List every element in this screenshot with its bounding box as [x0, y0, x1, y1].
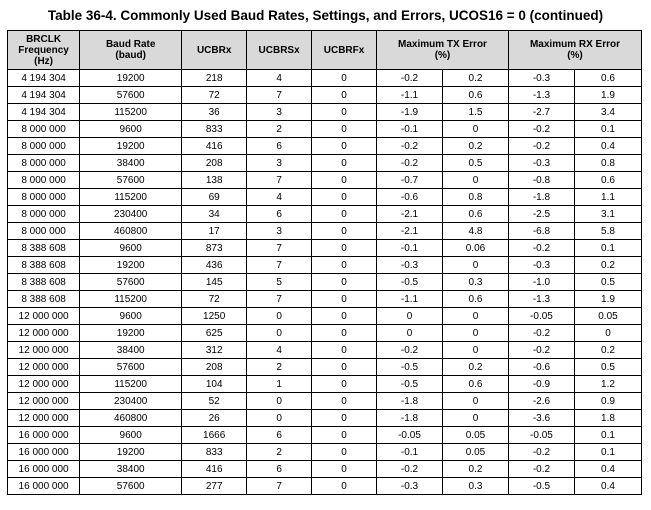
- cell-tx-error-min: -0.3: [377, 257, 443, 274]
- cell-rx-error-min: -0.2: [508, 325, 574, 342]
- cell-rx-error-min: -0.9: [508, 376, 574, 393]
- cell-tx-error-max: 0: [442, 308, 508, 325]
- cell-rx-error-min: -0.2: [508, 138, 574, 155]
- cell-rx-error-max: 1.8: [574, 410, 641, 427]
- cell-rx-error-max: 1.1: [574, 189, 641, 206]
- cell-tx-error-max: 0.6: [442, 87, 508, 104]
- cell-rx-error-max: 0.1: [574, 427, 641, 444]
- cell-ucbrx: 69: [182, 189, 247, 206]
- cell-tx-error-min: -1.1: [377, 291, 443, 308]
- cell-brclk: 8 000 000: [8, 206, 80, 223]
- cell-rx-error-min: -0.2: [508, 342, 574, 359]
- cell-tx-error-max: 0.6: [442, 376, 508, 393]
- cell-baud-rate: 9600: [80, 308, 182, 325]
- cell-ucbrsx: 7: [247, 87, 312, 104]
- table-row: [8, 478, 642, 495]
- cell-ucbrsx: 7: [247, 478, 312, 495]
- cell-brclk: 12 000 000: [8, 325, 80, 342]
- cell-ucbrfx: 0: [312, 478, 377, 495]
- cell-ucbrsx: 0: [247, 393, 312, 410]
- cell-ucbrsx: 3: [247, 155, 312, 172]
- cell-ucbrx: 416: [182, 461, 247, 478]
- cell-ucbrsx: 6: [247, 138, 312, 155]
- cell-tx-error-max: 0: [442, 410, 508, 427]
- cell-rx-error-min: -0.2: [508, 444, 574, 461]
- table-row: [8, 461, 642, 478]
- cell-baud-rate: 115200: [80, 104, 182, 121]
- cell-baud-rate: 57600: [80, 87, 182, 104]
- cell-brclk: 8 388 608: [8, 240, 80, 257]
- cell-ucbrsx: 7: [247, 291, 312, 308]
- cell-ucbrsx: 7: [247, 240, 312, 257]
- table-row: [8, 291, 642, 308]
- cell-rx-error-max: 0.1: [574, 121, 641, 138]
- cell-brclk: 8 000 000: [8, 121, 80, 138]
- cell-baud-rate: 38400: [80, 342, 182, 359]
- cell-brclk: 8 388 608: [8, 274, 80, 291]
- cell-rx-error-min: -1.3: [508, 291, 574, 308]
- header-ucbrsx: UCBRSx: [247, 31, 312, 70]
- cell-tx-error-max: 0: [442, 342, 508, 359]
- cell-brclk: 12 000 000: [8, 342, 80, 359]
- cell-tx-error-min: -0.2: [377, 155, 443, 172]
- cell-rx-error-min: -1.3: [508, 87, 574, 104]
- cell-ucbrx: 277: [182, 478, 247, 495]
- cell-brclk: 8 000 000: [8, 189, 80, 206]
- cell-ucbrsx: 2: [247, 444, 312, 461]
- cell-ucbrfx: 0: [312, 427, 377, 444]
- cell-rx-error-max: 0.5: [574, 359, 641, 376]
- cell-rx-error-max: 0.1: [574, 240, 641, 257]
- cell-rx-error-max: 1.9: [574, 291, 641, 308]
- cell-ucbrx: 873: [182, 240, 247, 257]
- cell-rx-error-min: -0.6: [508, 359, 574, 376]
- cell-brclk: 12 000 000: [8, 359, 80, 376]
- cell-tx-error-max: 0.2: [442, 359, 508, 376]
- cell-rx-error-min: -0.2: [508, 121, 574, 138]
- cell-ucbrx: 1666: [182, 427, 247, 444]
- table-body: [8, 70, 642, 495]
- table-row: [8, 410, 642, 427]
- cell-baud-rate: 9600: [80, 121, 182, 138]
- table-title: Table 36-4. Commonly Used Baud Rates, Settings, and Errors, UCOS16 = 0 (continued): [47, 8, 604, 23]
- cell-tx-error-max: 0.6: [442, 206, 508, 223]
- table-header-row: [8, 31, 642, 70]
- cell-ucbrx: 1250: [182, 308, 247, 325]
- cell-tx-error-min: -0.05: [377, 427, 443, 444]
- table-row: [8, 376, 642, 393]
- cell-rx-error-max: 3.4: [574, 104, 641, 121]
- cell-ucbrfx: 0: [312, 172, 377, 189]
- cell-tx-error-min: -0.5: [377, 274, 443, 291]
- cell-baud-rate: 115200: [80, 291, 182, 308]
- header-ucbrx: UCBRx: [182, 31, 247, 70]
- cell-tx-error-min: -0.5: [377, 359, 443, 376]
- cell-tx-error-max: 0.05: [442, 427, 508, 444]
- cell-tx-error-max: 0.2: [442, 70, 508, 87]
- cell-ucbrfx: 0: [312, 240, 377, 257]
- cell-rx-error-max: 0.1: [574, 444, 641, 461]
- cell-ucbrx: 145: [182, 274, 247, 291]
- header-ucbrfx: UCBRFx: [312, 31, 377, 70]
- cell-ucbrfx: 0: [312, 308, 377, 325]
- cell-tx-error-min: -1.1: [377, 87, 443, 104]
- cell-rx-error-min: -0.3: [508, 155, 574, 172]
- cell-ucbrsx: 7: [247, 172, 312, 189]
- cell-tx-error-min: -0.1: [377, 444, 443, 461]
- cell-rx-error-min: -0.05: [508, 308, 574, 325]
- cell-rx-error-max: 0.6: [574, 172, 641, 189]
- cell-rx-error-min: -1.8: [508, 189, 574, 206]
- cell-ucbrfx: 0: [312, 189, 377, 206]
- table-row: [8, 359, 642, 376]
- cell-ucbrsx: 0: [247, 410, 312, 427]
- cell-brclk: 12 000 000: [8, 376, 80, 393]
- cell-ucbrx: 208: [182, 359, 247, 376]
- cell-baud-rate: 57600: [80, 172, 182, 189]
- cell-ucbrx: 833: [182, 444, 247, 461]
- cell-ucbrfx: 0: [312, 155, 377, 172]
- cell-brclk: 8 000 000: [8, 172, 80, 189]
- cell-ucbrx: 436: [182, 257, 247, 274]
- cell-ucbrfx: 0: [312, 257, 377, 274]
- cell-tx-error-max: 0: [442, 325, 508, 342]
- cell-baud-rate: 19200: [80, 138, 182, 155]
- table-row: [8, 444, 642, 461]
- cell-baud-rate: 57600: [80, 274, 182, 291]
- table-row: [8, 172, 642, 189]
- cell-tx-error-max: 0.8: [442, 189, 508, 206]
- cell-rx-error-min: -2.5: [508, 206, 574, 223]
- cell-tx-error-min: -1.8: [377, 393, 443, 410]
- cell-rx-error-max: 1.2: [574, 376, 641, 393]
- cell-ucbrx: 72: [182, 291, 247, 308]
- cell-rx-error-max: 0.4: [574, 461, 641, 478]
- cell-ucbrx: 26: [182, 410, 247, 427]
- table-row: [8, 138, 642, 155]
- cell-tx-error-min: -2.1: [377, 206, 443, 223]
- cell-ucbrsx: 5: [247, 274, 312, 291]
- cell-ucbrx: 218: [182, 70, 247, 87]
- cell-tx-error-max: 0: [442, 257, 508, 274]
- cell-rx-error-min: -0.2: [508, 461, 574, 478]
- cell-tx-error-max: 0.5: [442, 155, 508, 172]
- cell-rx-error-max: 5.8: [574, 223, 641, 240]
- cell-rx-error-max: 0.6: [574, 70, 641, 87]
- cell-baud-rate: 115200: [80, 189, 182, 206]
- cell-brclk: 4 194 304: [8, 87, 80, 104]
- cell-brclk: 16 000 000: [8, 461, 80, 478]
- cell-tx-error-min: -0.7: [377, 172, 443, 189]
- cell-ucbrfx: 0: [312, 359, 377, 376]
- cell-ucbrfx: 0: [312, 291, 377, 308]
- cell-ucbrx: 416: [182, 138, 247, 155]
- cell-tx-error-max: 0: [442, 121, 508, 138]
- table-row: [8, 155, 642, 172]
- cell-brclk: 12 000 000: [8, 393, 80, 410]
- cell-rx-error-max: 0: [574, 325, 641, 342]
- cell-tx-error-min: -0.6: [377, 189, 443, 206]
- cell-baud-rate: 57600: [80, 478, 182, 495]
- table-row: [8, 121, 642, 138]
- cell-ucbrsx: 2: [247, 359, 312, 376]
- cell-ucbrx: 833: [182, 121, 247, 138]
- cell-baud-rate: 230400: [80, 206, 182, 223]
- cell-ucbrfx: 0: [312, 376, 377, 393]
- table-row: [8, 223, 642, 240]
- cell-tx-error-min: -0.5: [377, 376, 443, 393]
- cell-baud-rate: 19200: [80, 257, 182, 274]
- cell-ucbrfx: 0: [312, 325, 377, 342]
- table-row: [8, 325, 642, 342]
- cell-ucbrfx: 0: [312, 70, 377, 87]
- table-row: [8, 308, 642, 325]
- cell-ucbrx: 104: [182, 376, 247, 393]
- cell-baud-rate: 57600: [80, 359, 182, 376]
- cell-ucbrfx: 0: [312, 206, 377, 223]
- cell-rx-error-max: 0.9: [574, 393, 641, 410]
- cell-rx-error-min: -2.6: [508, 393, 574, 410]
- cell-ucbrsx: 3: [247, 223, 312, 240]
- cell-ucbrfx: 0: [312, 121, 377, 138]
- cell-ucbrfx: 0: [312, 138, 377, 155]
- table-row: [8, 70, 642, 87]
- cell-tx-error-min: -0.3: [377, 478, 443, 495]
- header-brclk-frequency: BRCLK Frequency (Hz): [8, 31, 80, 70]
- cell-ucbrsx: 4: [247, 70, 312, 87]
- cell-baud-rate: 38400: [80, 155, 182, 172]
- cell-ucbrx: 312: [182, 342, 247, 359]
- table-row: [8, 87, 642, 104]
- cell-rx-error-min: -1.0: [508, 274, 574, 291]
- cell-brclk: 8 388 608: [8, 257, 80, 274]
- cell-baud-rate: 38400: [80, 461, 182, 478]
- cell-rx-error-max: 0.2: [574, 342, 641, 359]
- cell-ucbrsx: 3: [247, 104, 312, 121]
- header-baud-rate: Baud Rate (baud): [80, 31, 182, 70]
- cell-tx-error-max: 0.3: [442, 274, 508, 291]
- cell-tx-error-max: 0.2: [442, 461, 508, 478]
- cell-ucbrfx: 0: [312, 461, 377, 478]
- cell-ucbrsx: 6: [247, 206, 312, 223]
- table-row: [8, 104, 642, 121]
- cell-tx-error-min: -1.8: [377, 410, 443, 427]
- cell-ucbrfx: 0: [312, 410, 377, 427]
- cell-rx-error-max: 3.1: [574, 206, 641, 223]
- cell-ucbrsx: 2: [247, 121, 312, 138]
- cell-baud-rate: 460800: [80, 223, 182, 240]
- baud-rate-table: [7, 30, 642, 495]
- cell-ucbrsx: 6: [247, 461, 312, 478]
- cell-rx-error-min: -0.8: [508, 172, 574, 189]
- cell-brclk: 8 388 608: [8, 291, 80, 308]
- cell-ucbrfx: 0: [312, 104, 377, 121]
- cell-rx-error-min: -0.05: [508, 427, 574, 444]
- header-max-tx-error: Maximum TX Error (%): [377, 31, 509, 70]
- cell-tx-error-min: -1.9: [377, 104, 443, 121]
- cell-rx-error-min: -2.7: [508, 104, 574, 121]
- header-max-rx-error: Maximum RX Error (%): [508, 31, 641, 70]
- cell-baud-rate: 19200: [80, 444, 182, 461]
- table-row: [8, 189, 642, 206]
- table-row: [8, 393, 642, 410]
- cell-ucbrfx: 0: [312, 223, 377, 240]
- cell-tx-error-max: 0: [442, 172, 508, 189]
- table-row: [8, 427, 642, 444]
- cell-tx-error-max: 4.8: [442, 223, 508, 240]
- table-row: [8, 206, 642, 223]
- cell-ucbrx: 36: [182, 104, 247, 121]
- cell-brclk: 8 000 000: [8, 155, 80, 172]
- cell-ucbrsx: 0: [247, 308, 312, 325]
- cell-baud-rate: 9600: [80, 240, 182, 257]
- cell-baud-rate: 19200: [80, 70, 182, 87]
- cell-rx-error-max: 0.05: [574, 308, 641, 325]
- cell-ucbrx: 72: [182, 87, 247, 104]
- cell-tx-error-min: -0.2: [377, 138, 443, 155]
- cell-baud-rate: 115200: [80, 376, 182, 393]
- cell-tx-error-max: 0: [442, 393, 508, 410]
- cell-brclk: 4 194 304: [8, 104, 80, 121]
- cell-brclk: 16 000 000: [8, 478, 80, 495]
- cell-brclk: 12 000 000: [8, 308, 80, 325]
- cell-rx-error-min: -0.3: [508, 70, 574, 87]
- cell-rx-error-max: 0.4: [574, 138, 641, 155]
- cell-ucbrx: 52: [182, 393, 247, 410]
- cell-tx-error-max: 0.06: [442, 240, 508, 257]
- cell-baud-rate: 9600: [80, 427, 182, 444]
- cell-brclk: 12 000 000: [8, 410, 80, 427]
- cell-ucbrfx: 0: [312, 87, 377, 104]
- cell-rx-error-min: -0.5: [508, 478, 574, 495]
- cell-ucbrx: 17: [182, 223, 247, 240]
- cell-tx-error-max: 0.6: [442, 291, 508, 308]
- cell-ucbrsx: 4: [247, 189, 312, 206]
- cell-rx-error-max: 0.5: [574, 274, 641, 291]
- cell-tx-error-min: -0.2: [377, 70, 443, 87]
- table-row: [8, 257, 642, 274]
- cell-ucbrx: 625: [182, 325, 247, 342]
- cell-ucbrsx: 7: [247, 257, 312, 274]
- cell-tx-error-min: -0.1: [377, 121, 443, 138]
- cell-tx-error-min: -0.1: [377, 240, 443, 257]
- cell-rx-error-max: 0.8: [574, 155, 641, 172]
- cell-tx-error-min: 0: [377, 308, 443, 325]
- cell-ucbrfx: 0: [312, 444, 377, 461]
- cell-tx-error-max: 0.3: [442, 478, 508, 495]
- cell-baud-rate: 230400: [80, 393, 182, 410]
- cell-rx-error-min: -0.3: [508, 257, 574, 274]
- cell-tx-error-max: 0.2: [442, 138, 508, 155]
- cell-tx-error-min: 0: [377, 325, 443, 342]
- cell-ucbrfx: 0: [312, 274, 377, 291]
- table-row: [8, 342, 642, 359]
- cell-rx-error-min: -0.2: [508, 240, 574, 257]
- cell-ucbrsx: 4: [247, 342, 312, 359]
- cell-brclk: 16 000 000: [8, 427, 80, 444]
- cell-tx-error-max: 0.05: [442, 444, 508, 461]
- cell-tx-error-max: 1.5: [442, 104, 508, 121]
- cell-ucbrx: 208: [182, 155, 247, 172]
- cell-ucbrfx: 0: [312, 342, 377, 359]
- cell-ucbrsx: 0: [247, 325, 312, 342]
- cell-rx-error-max: 0.4: [574, 478, 641, 495]
- cell-rx-error-min: -6.8: [508, 223, 574, 240]
- table-row: [8, 240, 642, 257]
- cell-ucbrx: 34: [182, 206, 247, 223]
- cell-baud-rate: 460800: [80, 410, 182, 427]
- cell-brclk: 8 000 000: [8, 138, 80, 155]
- cell-ucbrsx: 6: [247, 427, 312, 444]
- cell-ucbrsx: 1: [247, 376, 312, 393]
- cell-rx-error-max: 1.9: [574, 87, 641, 104]
- cell-rx-error-min: -3.6: [508, 410, 574, 427]
- cell-baud-rate: 19200: [80, 325, 182, 342]
- cell-ucbrfx: 0: [312, 393, 377, 410]
- cell-tx-error-min: -0.2: [377, 461, 443, 478]
- cell-brclk: 4 194 304: [8, 70, 80, 87]
- cell-tx-error-min: -2.1: [377, 223, 443, 240]
- cell-brclk: 16 000 000: [8, 444, 80, 461]
- cell-tx-error-min: -0.2: [377, 342, 443, 359]
- cell-rx-error-max: 0.2: [574, 257, 641, 274]
- cell-brclk: 8 000 000: [8, 223, 80, 240]
- cell-ucbrx: 138: [182, 172, 247, 189]
- table-row: [8, 274, 642, 291]
